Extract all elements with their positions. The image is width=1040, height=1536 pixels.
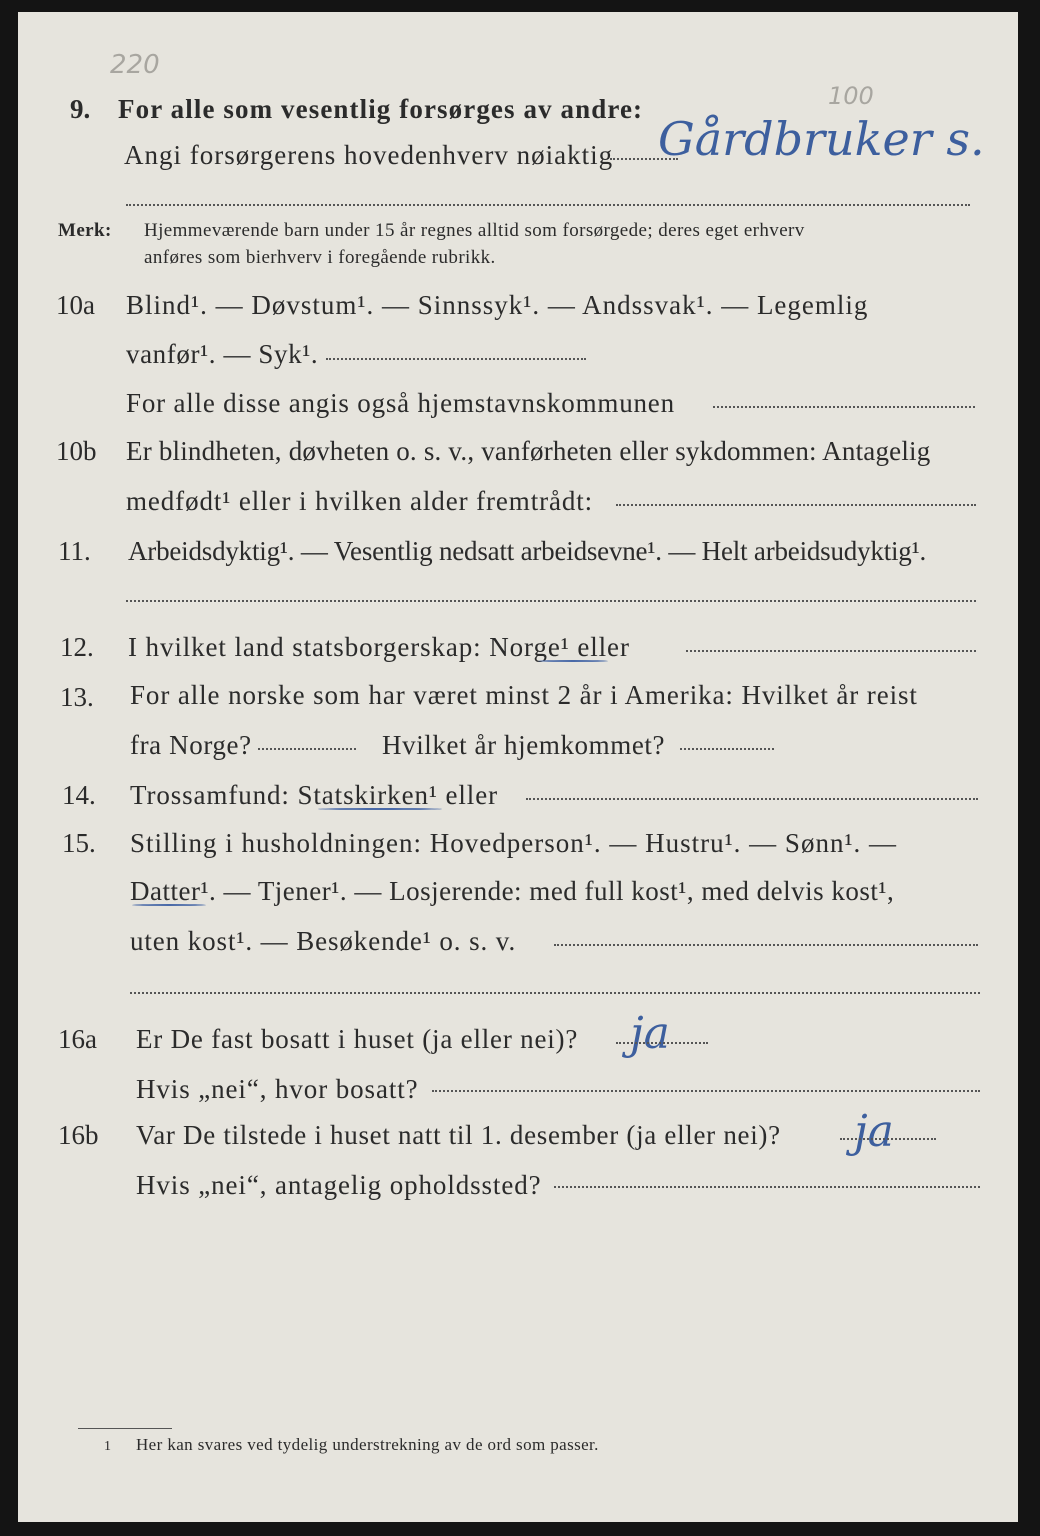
q10a-line1: Blind¹. — Døvstum¹. — Sinnssyk¹. — Andssvak¹. — Legemlig xyxy=(126,290,869,320)
q10b-alder-line xyxy=(616,504,976,506)
q11-number: 11. xyxy=(58,536,91,566)
q14-trossamfund-line xyxy=(526,798,978,800)
q14-number: 14. xyxy=(62,780,96,810)
merk-line2: anføres som bierhverv i foregående rubrikk. xyxy=(144,247,496,268)
q16a-bosatt-line xyxy=(432,1090,980,1092)
q16a-line1: Er De fast bosatt i huset (ja eller nei)? xyxy=(136,1024,579,1054)
q13-reist-line xyxy=(258,748,356,750)
footnote-text: Her kan svares ved tydelig understrekning av de ord som passer. xyxy=(136,1435,599,1454)
q13-line1: For alle norske som har været minst 2 år i Amerika: Hvilket år reist xyxy=(130,680,918,710)
q15-line3: uten kost¹. — Besøkende¹ o. s. v. xyxy=(130,926,517,956)
footnote-marker: 1 xyxy=(104,1439,112,1454)
q16b-line2: Hvis „nei“, antagelig opholdssted? xyxy=(136,1170,542,1200)
q12-line1: I hvilket land statsborgerskap: Norge¹ eller xyxy=(128,632,630,662)
q15-line1: Stilling i husholdningen: Hovedperson¹. — Hustru¹. — Sønn¹. — xyxy=(130,828,898,858)
q13-line2a: fra Norge? xyxy=(130,730,252,760)
q12-norge-underline xyxy=(538,660,608,662)
q12-land-line xyxy=(686,650,976,652)
q10a-number: 10a xyxy=(56,290,95,320)
q9-number: 9. xyxy=(70,94,91,124)
q13-line2b: Hvilket år hjemkommet? xyxy=(382,730,666,760)
q16a-line2: Hvis „nei“, hvor bosatt? xyxy=(136,1074,419,1104)
q10b-number: 10b xyxy=(56,436,97,466)
q10a-syk-line xyxy=(326,358,586,360)
q10a-line2: vanfør¹. — Syk¹. xyxy=(126,339,319,369)
q14-statskirken-underline xyxy=(318,808,442,810)
q16b-number: 16b xyxy=(58,1120,99,1150)
q10a-line3: For alle disse angis også hjemstavnskommunen xyxy=(126,388,675,418)
q16a-handwritten-answer: ja xyxy=(630,1008,670,1059)
q16b-line1: Var De tilstede i huset natt til 1. desember (ja eller nei)? xyxy=(136,1120,781,1150)
merk-label: Merk: xyxy=(58,220,112,241)
q10b-line2: medfødt¹ eller i hvilken alder fremtrådt: xyxy=(126,486,594,516)
q13-hjemkommet-line xyxy=(680,748,774,750)
q15-extra-line xyxy=(130,992,980,994)
q10a-kommune-line xyxy=(713,406,975,408)
q15-stilling-line xyxy=(554,944,978,946)
q13-number: 13. xyxy=(60,682,94,712)
q9-line1: For alle som vesentlig forsørges av andre: xyxy=(118,94,644,124)
q16b-opholdssted-line xyxy=(554,1186,980,1188)
q15-datter-underline xyxy=(132,904,206,906)
q14-line1: Trossamfund: Statskirken¹ eller xyxy=(130,780,498,810)
merk-line1: Hjemmeværende barn under 15 år regnes alltid som forsørgede; deres eget erhverv xyxy=(144,220,805,241)
q15-number: 15. xyxy=(62,828,96,858)
pencil-side-number: 100 xyxy=(828,82,874,110)
q15-line2: Datter¹. — Tjener¹. — Losjerende: med full kost¹, med delvis kost¹, xyxy=(130,876,895,906)
q16b-answer-line xyxy=(840,1138,936,1140)
q16a-number: 16a xyxy=(58,1024,97,1054)
q9-extra-line xyxy=(126,204,970,206)
q16b-handwritten-answer: ja xyxy=(854,1106,894,1157)
q12-number: 12. xyxy=(60,632,94,662)
q9-handwritten-answer: Gårdbruker s. xyxy=(658,112,985,166)
q11-extra-line xyxy=(126,600,976,602)
q11-line1: Arbeidsdyktig¹. — Vesentlig nedsatt arbeidsevne¹. — Helt arbeidsudyktig¹. xyxy=(128,536,927,566)
q10b-line1: Er blindheten, døvheten o. s. v., vanførheten eller sykdommen: Antagelig xyxy=(126,436,931,466)
footnote-rule xyxy=(78,1428,172,1429)
q9-line2: Angi forsørgerens hovedenhverv nøiaktig xyxy=(124,140,614,170)
pencil-page-number: 220 xyxy=(110,50,160,80)
census-form-page xyxy=(18,12,1018,1522)
q16a-answer-line xyxy=(616,1042,708,1044)
